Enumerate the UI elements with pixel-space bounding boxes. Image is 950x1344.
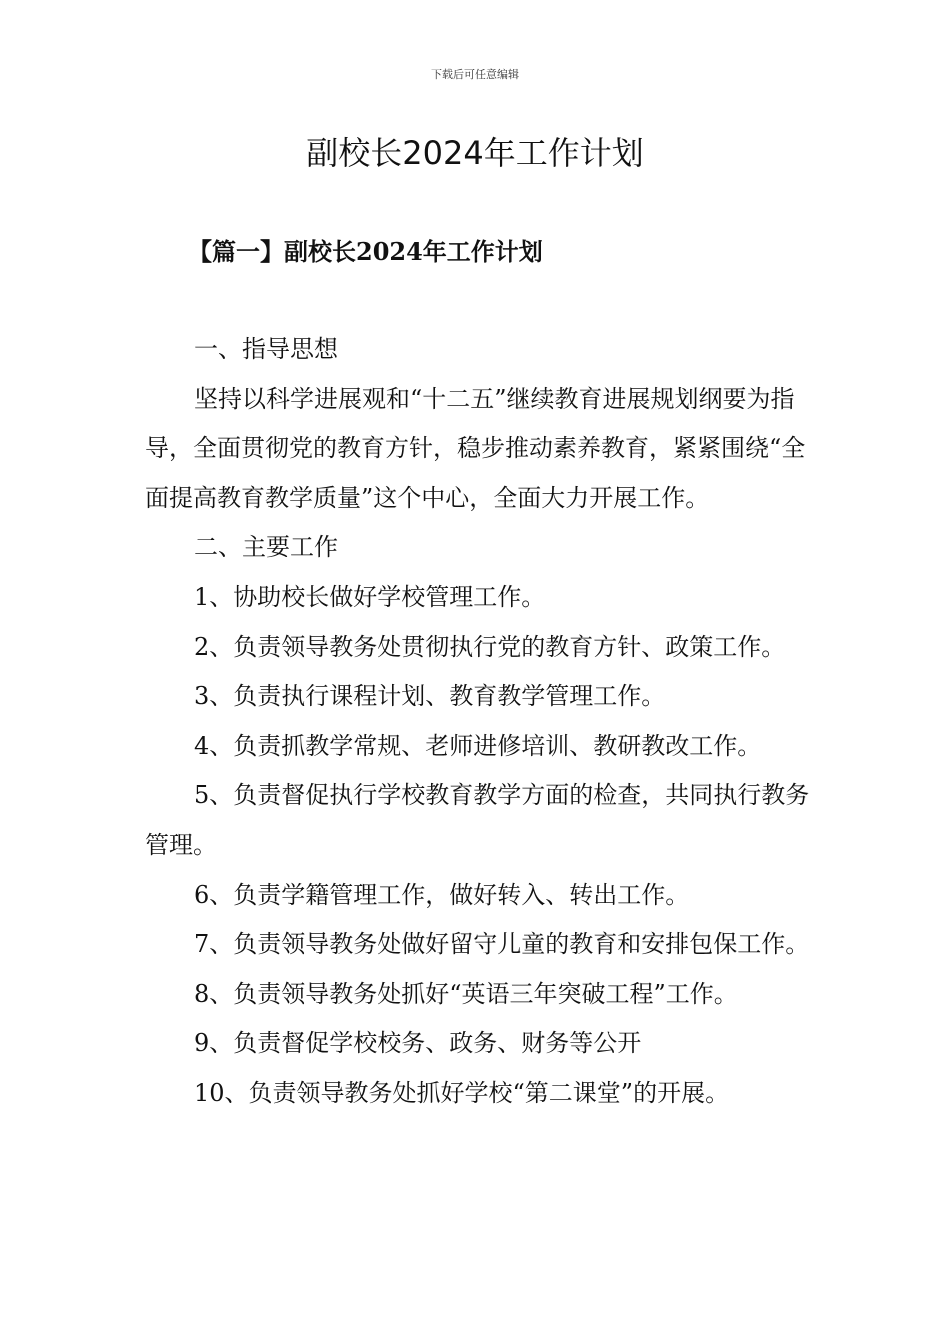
list-item: 7、负责领导教务处做好留守儿童的教育和安排包保工作。 — [194, 930, 810, 959]
list-item: 5、负责督促执行学校教育教学方面的检查，共同执行教务管理。 — [145, 781, 810, 859]
list-item: 8、负责领导教务处抓好“英语三年突破工程”工作。 — [194, 979, 738, 1008]
list-item: 6、负责学籍管理工作，做好转入、转出工作。 — [194, 880, 690, 909]
list-item: 9、负责督促学校校务、政务、财务等公开 — [194, 1029, 642, 1058]
document-title: 副校长2024年工作计划 — [306, 134, 644, 172]
document-body — [145, 325, 810, 1119]
paragraph-guiding-thought: 坚持以科学进展观和“十二五”继续教育进展规划纲要为指导，全面贯彻党的教育方针，稳步推动素养教育，紧紧围绕“全面提高教育教学质量”这个中心，全面大力开展工作。 — [145, 384, 806, 512]
list-item: 4、负责抓教学常规、老师进修培训、教研教改工作。 — [194, 731, 762, 760]
section-heading: 【篇一】副校长2024年工作计划 — [188, 237, 543, 266]
list-item: 10、负责领导教务处抓好学校“第二课堂”的开展。 — [194, 1078, 730, 1107]
paragraph-heading-guiding-thought: 一、指导思想 — [194, 335, 338, 363]
list-item: 3、负责执行课程计划、教育教学管理工作。 — [194, 682, 666, 711]
list-item: 2、负责领导教务处贯彻执行党的教育方针、政策工作。 — [194, 632, 786, 661]
header-note: 下载后可任意编辑 — [431, 68, 519, 81]
list-item: 1、协助校长做好学校管理工作。 — [194, 582, 546, 611]
paragraph-heading-main-work: 二、主要工作 — [194, 533, 338, 562]
